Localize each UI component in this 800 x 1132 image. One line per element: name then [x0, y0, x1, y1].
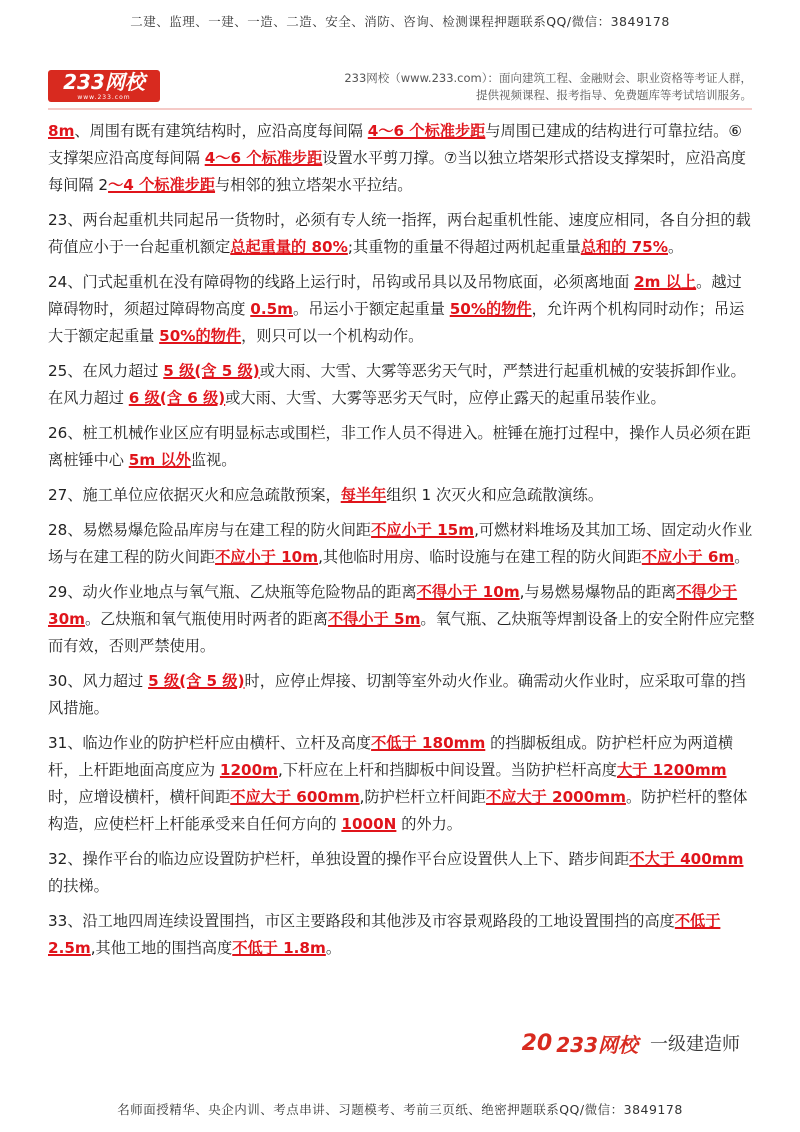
paragraph-text: 。乙炔瓶和氧气瓶使用时两者的距离: [84, 610, 328, 628]
highlighted-term: 1000N: [341, 815, 397, 833]
paragraph-text: 30、风力超过: [48, 672, 149, 690]
paragraph-text: 31、临边作业的防护栏杆应由横杆、立杆及高度: [48, 734, 372, 752]
paragraph-text: 27、施工单位应依据灭火和应急疏散预案，: [48, 486, 341, 504]
paragraph-text: 。氧气瓶、乙炔瓶等焊割设备上的安全附件应完整而有效，否则严禁使用。: [48, 610, 755, 655]
highlighted-term: 每半年: [340, 486, 387, 504]
footer-20-anniversary: 20: [521, 1030, 553, 1056]
highlighted-term: 8m: [48, 122, 75, 140]
paragraph-text: ,可燃材料堆场及其加工场、固定动火作业场与在建工程的防火间距: [48, 521, 753, 566]
paragraph-text: 的扶梯。: [48, 877, 109, 895]
paragraph-text: ,下杆应在上杆和挡脚板中间设置。当防护栏杆高度: [278, 761, 617, 779]
site-logo[interactable]: [48, 70, 160, 102]
highlighted-term: 不低于 2.5m: [48, 912, 721, 957]
paragraph: [48, 358, 756, 412]
footer-course-name: 一级建造师: [650, 1034, 740, 1055]
highlighted-term: 不得少于 30m: [48, 583, 738, 628]
paragraph-text: 与相邻的独立塔架水平拉结。: [215, 176, 413, 194]
paragraph-text: 。防护栏杆的整体构造，应使栏杆上杆能承受来自任何方向的: [48, 788, 748, 833]
highlighted-term: 总起重量的 80%: [230, 238, 348, 256]
paragraph-text: 。: [325, 939, 342, 957]
paragraph-text: 或大雨、大雪、大雾等恶劣天气时，应停止露天的起重吊装作业。: [225, 389, 666, 407]
paragraph-text: ;其重物的重量不得超过两机起重量: [347, 238, 581, 256]
site-logo-url: www.233.com: [77, 94, 131, 101]
highlighted-term: 不应小于 15m: [371, 521, 475, 539]
highlighted-term: 0.5m: [250, 300, 293, 318]
highlighted-term: 不应小于 10m: [215, 548, 319, 566]
highlighted-term: 总和的 75%: [580, 238, 668, 256]
highlighted-term: 不应大于 600mm: [230, 788, 360, 806]
highlighted-term: 2m 以上: [634, 273, 697, 291]
highlighted-term: 不得小于 10m: [416, 583, 520, 601]
paragraph: [48, 668, 756, 722]
paragraph-text: 24、门式起重机在没有障碍物的线路上运行时，吊钩或吊具以及吊物底面，必须离地面: [48, 273, 635, 291]
paragraph: [48, 730, 756, 838]
paragraph-text: 。: [667, 238, 684, 256]
header-description-line1: 233网校（www.233.com）：面向建筑工程、金融财会、职业资格等考证人群，: [344, 71, 752, 85]
highlighted-term: 50%的物件: [159, 327, 242, 345]
highlighted-term: 1200m: [219, 761, 278, 779]
paragraph-text: ,其他临时用房、临时设施与在建工程的防火间距: [318, 548, 642, 566]
paragraph: [48, 908, 756, 962]
highlighted-term: 5m 以外: [128, 451, 191, 469]
paragraph-text: 。: [734, 548, 750, 566]
highlighted-term: 6 级(含 6 级): [128, 389, 226, 407]
site-logo-text: 233网校: [63, 70, 145, 94]
paragraph-text: 29、动火作业地点与氧气瓶、乙炔瓶等危险物品的距离: [48, 583, 417, 601]
highlighted-term: 大于 1200mm: [616, 761, 727, 779]
highlighted-term: 5 级(含 5 级): [163, 362, 260, 380]
header-divider: [48, 108, 752, 110]
footer-brand: [522, 1028, 740, 1058]
paragraph-text: 时，应增设横杆，横杆间距: [48, 788, 231, 806]
paragraph-text: 与周围已建成的结构进行可靠拉结。⑥支撑架应沿高度每间隔: [48, 122, 742, 167]
highlighted-term: 4～6 个标准步距: [204, 149, 323, 167]
paragraph-text: 。越过障碍物时，须超过障碍物高度: [48, 273, 742, 318]
highlighted-term: 不得小于 5m: [327, 610, 421, 628]
highlighted-term: ～4 个标准步距: [108, 176, 216, 194]
footer-logo-text: 233网校: [556, 1032, 638, 1057]
header-description-line2: 提供视频课程、报考指导、免费题库等考试培训服务。: [476, 88, 752, 102]
paragraph: [48, 846, 756, 900]
highlighted-term: 4～6 个标准步距: [367, 122, 486, 140]
paragraph-text: 监视。: [190, 451, 237, 469]
highlighted-term: 不应大于 2000mm: [485, 788, 626, 806]
paragraph-text: ,防护栏杆立杆间距: [359, 788, 486, 806]
paragraph-text: 的挡脚板组成。防护栏杆应为两道横杆，上杆距地面高度应为: [48, 734, 734, 779]
highlighted-term: 不低于 1.8m: [232, 939, 326, 957]
paragraph: [48, 517, 756, 571]
paragraph-text: 。吊运小于额定起重量: [293, 300, 450, 318]
highlighted-term: 不大于 400mm: [629, 850, 744, 868]
top-contact-line: 二建、监理、一建、一造、二造、安全、消防、咨询、检测课程押题联系QQ/微信：3849178: [130, 14, 670, 29]
paragraph-text: 组织 1 次灭火和应急疏散演练。: [386, 486, 604, 504]
paragraph-text: 28、易燃易爆危险品库房与在建工程的防火间距: [48, 521, 372, 539]
bottom-contact-line: 名师面授精华、央企内训、考点串讲、习题模考、考前三页纸、绝密押题联系QQ/微信：3849178: [117, 1102, 683, 1117]
highlighted-term: 5 级(含 5 级): [148, 672, 245, 690]
paragraph: [48, 579, 756, 660]
paragraph-text: 26、桩工机械作业区应有明显标志或围栏，非工作人员不得进入。桩锤在施打过程中，操作人员必须在距离桩锤中心: [48, 424, 751, 469]
paragraph-text: 时，应停止焊接、切割等室外动火作业。确需动火作业时，应采取可靠的挡风措施。: [48, 672, 746, 717]
document-body: [48, 118, 756, 970]
paragraph: [48, 118, 756, 199]
highlighted-term: 不低于 180mm: [371, 734, 486, 752]
header-description: [232, 70, 752, 104]
paragraph-text: 的外力。: [396, 815, 462, 833]
paragraph-text: 或大雨、大雪、大雾等恶劣天气时，严禁进行起重机械的安装拆卸作业。在风力超过: [48, 362, 746, 407]
paragraph-text: 23、两台起重机共同起吊一货物时，必须有专人统一指挥，两台起重机性能、速度应相同，各自分担的载荷值应小于一台起重机额定: [48, 211, 751, 256]
paragraph: [48, 269, 756, 350]
paragraph-text: ,其他工地的围挡高度: [90, 939, 233, 957]
highlighted-term: 50%的物件: [449, 300, 532, 318]
paragraph: [48, 420, 756, 474]
paragraph-text: 设置水平剪刀撑。⑦当以独立塔架形式搭设支撑架时，应沿高度每间隔 2: [48, 149, 746, 194]
paragraph-text: ，允许两个机构同时动作；吊运大于额定起重量: [48, 300, 745, 345]
paragraph: [48, 207, 756, 261]
paragraph-text: 33、沿工地四周连续设置围挡，市区主要路段和其他涉及市容景观路段的工地设置围挡的高度: [48, 912, 675, 930]
paragraph: [48, 482, 756, 509]
paragraph-text: 、周围有既有建筑结构时，应沿高度每间隔: [74, 122, 368, 140]
paragraph-text: ,与易燃易爆物品的距离: [519, 583, 677, 601]
paragraph-text: 25、在风力超过: [48, 362, 164, 380]
highlighted-term: 不应小于 6m: [641, 548, 735, 566]
paragraph-text: ，则只可以一个机构动作。: [241, 327, 424, 345]
paragraph-text: 32、操作平台的临边应设置防护栏杆，单独设置的操作平台应设置供人上下、踏步间距: [48, 850, 630, 868]
